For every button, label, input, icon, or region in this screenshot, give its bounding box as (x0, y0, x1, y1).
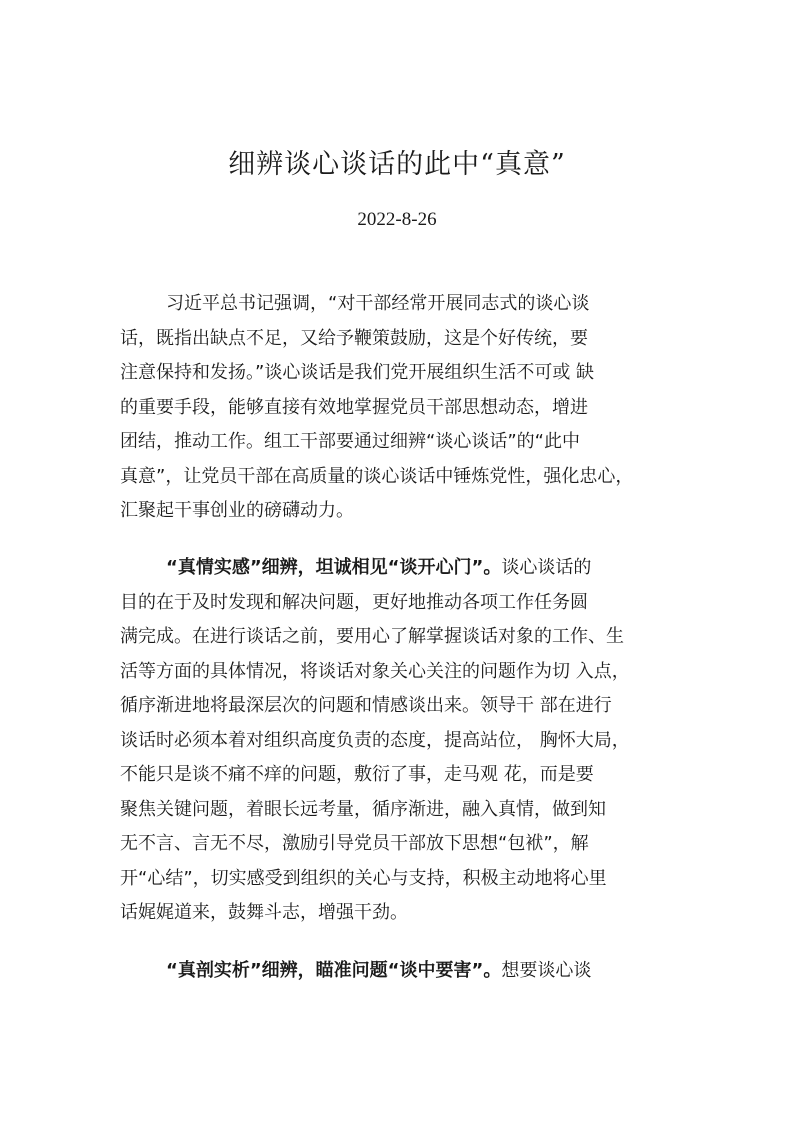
paragraph-line: 习近平总书记强调，“对干部经常开展同志式的谈心谈 (166, 293, 590, 314)
paragraph-line: 满完成。在进行谈话之前，要用心了解掌握谈话对象的工作、生 (120, 626, 624, 647)
page-title: 细辨谈心谈话的此中“真意” (228, 149, 566, 180)
paragraph-line: 的重要手段，能够直接有效地掌握党员干部思想动态，增进 (120, 396, 588, 418)
paragraph-line: 真意”，让党员干部在高质量的谈心谈话中锤炼党性，强化忠心， (120, 465, 634, 487)
paragraph-first-line (166, 551, 591, 585)
paragraph-line: 谈话时必须本着对组织高度负责的态度，提高站位， 胸怀大局， (120, 729, 630, 751)
paragraph-line: 目的在于及时发现和解决问题，更好地推动各项工作任务圆 (120, 591, 588, 613)
paragraph-line: 活等方面的具体情况，将谈话对象关心关注的问题作为切 入点， (120, 660, 630, 682)
paragraph-line: 开“心结”，切实感受到组织的关心与支持，积极主动地将心里 (120, 867, 607, 889)
paragraph-line: 无不言、言无不尽，激励引导党员干部放下思想“包袱”，解 (120, 833, 589, 854)
paragraph-line: 聚焦关键问题，着眼长远考量，循序渐进，融入真情，做到知 (120, 798, 606, 820)
paragraph-line: 话，既指出缺点不足，又给予鞭策鼓励，这是个好传统，要 (120, 327, 588, 349)
paragraph-line: 注意保持和发扬。”谈心谈话是我们党开展组织生活不可或 缺 (120, 362, 595, 383)
paragraph-line: 团结，推动工作。组工干部要通过细辨“谈心谈话”的“此中 (120, 431, 580, 452)
paragraph-line: 不能只是谈不痛不痒的问题，敷衍了事，走马观 花，而是要 (120, 764, 594, 785)
paragraph-first-line (166, 954, 591, 988)
section-heading: “真剖实析”细辨，瞄准问题“谈中要害”。 (166, 960, 502, 981)
section-heading: “真情实感”细辨，坦诚相见“谈开心门”。 (166, 557, 502, 578)
paragraph-text: 想要谈心谈 (501, 960, 592, 981)
paragraph-line: 循序渐进地将最深层次的问题和情感谈出来。领导干 部在进行 (120, 695, 612, 716)
paragraph-line: 汇聚起干事创业的磅礴动力。 (120, 500, 354, 521)
paragraph-line: 话娓娓道来，鼓舞斗志，增强干劲。 (120, 902, 408, 923)
document-date: 2022-8-26 (357, 209, 437, 230)
paragraph-text: 谈心谈话的 (501, 557, 592, 578)
